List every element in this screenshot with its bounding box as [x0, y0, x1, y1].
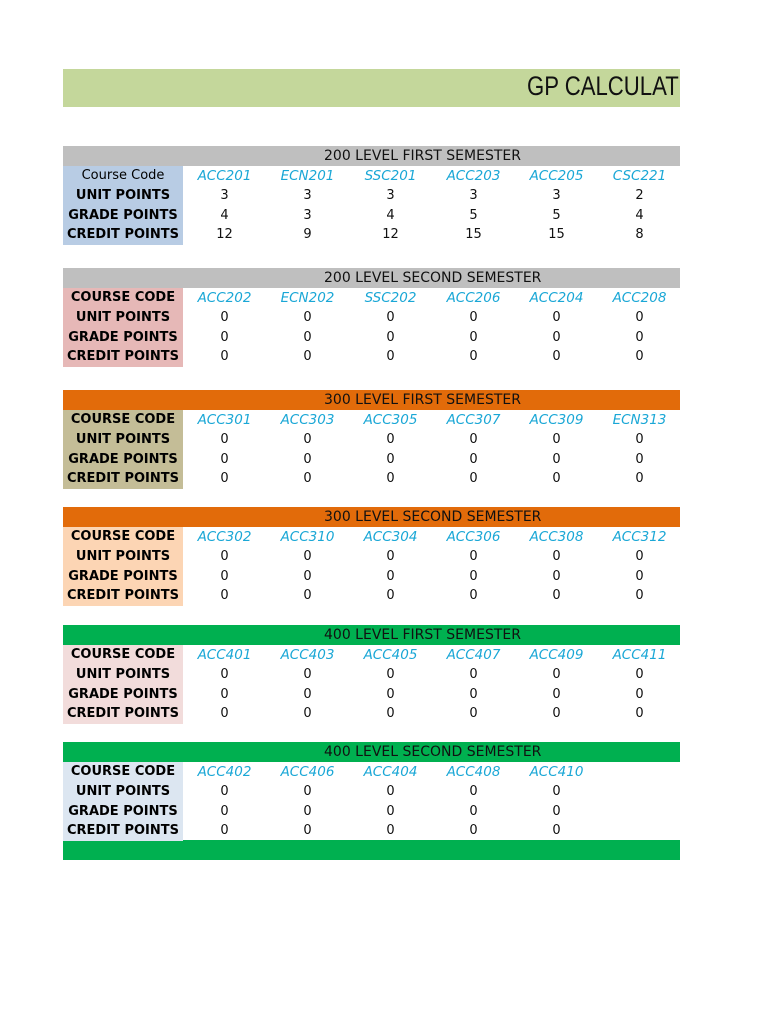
value-cell: 0 [386, 686, 395, 702]
value-cell: 0 [386, 329, 395, 345]
value-cell: 0 [552, 310, 561, 325]
value-cell: 0 [635, 432, 644, 447]
unit-points-row [63, 547, 680, 567]
value-cell: 0 [469, 803, 478, 819]
value-cell: 0 [303, 588, 312, 603]
course-code-cell [598, 762, 681, 782]
value-cell: 0 [386, 432, 395, 447]
value-cell: 12 [216, 227, 233, 242]
course-code-cell: SSC202 [364, 290, 417, 306]
unit-points-row [63, 186, 680, 206]
value-cell: 0 [303, 667, 312, 682]
value-cell: 0 [552, 549, 561, 564]
value-cell: 0 [303, 329, 312, 345]
value-cell: 0 [303, 784, 312, 799]
value-cell: 3 [220, 188, 229, 203]
course-code-cell: ECN201 [280, 168, 335, 184]
row-cells [183, 547, 681, 567]
value-cell: 0 [303, 823, 312, 838]
value-cell: 0 [220, 823, 229, 838]
value-cell: 0 [386, 803, 395, 819]
value-cell: 0 [386, 588, 395, 603]
value-cell: 0 [386, 784, 395, 799]
grade-points-row [63, 328, 680, 348]
value-cell: 0 [469, 432, 478, 447]
course-code-row [63, 762, 680, 782]
value-cell: 3 [552, 188, 561, 203]
value-cell: 0 [303, 349, 312, 364]
row-cells [183, 802, 681, 822]
grade-points-row [63, 206, 680, 226]
course-code-cell: ACC206 [446, 290, 501, 306]
unit-points-row [63, 430, 680, 450]
row-label: COURSE CODE [63, 527, 183, 547]
row-label: GRADE POINTS [63, 802, 183, 822]
row-label: CREDIT POINTS [63, 347, 183, 367]
semester-header: 200 LEVEL FIRST SEMESTER [63, 146, 680, 166]
value-cell: 5 [469, 207, 478, 223]
row-label: Course Code [63, 166, 183, 186]
course-code-cell: ACC205 [529, 168, 584, 184]
row-cells [183, 469, 681, 489]
course-code-cell: ACC304 [363, 529, 418, 545]
value-cell: 0 [635, 686, 644, 702]
course-code-cell: ACC303 [280, 412, 335, 428]
course-code-cell: ECN313 [612, 412, 667, 428]
course-code-cell: ACC407 [446, 647, 501, 663]
value-cell: 0 [469, 686, 478, 702]
value-cell: 0 [552, 667, 561, 682]
row-cells [183, 821, 681, 841]
row-cells [183, 645, 681, 665]
credit-points-row [63, 469, 680, 489]
value-cell [598, 821, 681, 841]
course-code-cell: ECN202 [280, 290, 335, 306]
credit-points-row [63, 704, 680, 724]
row-label: GRADE POINTS [63, 450, 183, 470]
course-code-cell: SSC201 [364, 168, 417, 184]
course-code-row [63, 527, 680, 547]
value-cell: 0 [469, 706, 478, 721]
value-cell: 0 [552, 803, 561, 819]
sheet-title: GP CALCULAT [527, 71, 679, 101]
value-cell: 0 [386, 568, 395, 584]
value-cell [598, 802, 681, 822]
unit-points-row [63, 308, 680, 328]
value-cell: 0 [469, 471, 478, 486]
value-cell: 15 [465, 227, 482, 242]
value-cell: 0 [552, 686, 561, 702]
value-cell: 0 [552, 568, 561, 584]
semester-header: 300 LEVEL FIRST SEMESTER [63, 390, 680, 410]
value-cell: 0 [552, 823, 561, 838]
value-cell: 0 [469, 823, 478, 838]
course-code-row [63, 645, 680, 665]
value-cell: 0 [469, 329, 478, 345]
value-cell: 0 [220, 432, 229, 447]
value-cell: 0 [469, 588, 478, 603]
row-cells [183, 288, 681, 308]
value-cell: 0 [386, 823, 395, 838]
course-code-cell: ACC301 [197, 412, 252, 428]
semester-section [63, 146, 680, 245]
row-cells [183, 410, 681, 430]
semester-section [63, 742, 680, 841]
row-cells [183, 186, 681, 206]
value-cell: 0 [386, 667, 395, 682]
grade-points-row [63, 450, 680, 470]
semester-header: 300 LEVEL SECOND SEMESTER [63, 507, 680, 527]
semester-section [63, 268, 680, 367]
value-cell: 0 [469, 310, 478, 325]
value-cell: 0 [386, 706, 395, 721]
value-cell: 3 [303, 188, 312, 203]
value-cell: 0 [469, 784, 478, 799]
value-cell: 15 [548, 227, 565, 242]
row-label: UNIT POINTS [63, 308, 183, 328]
course-code-cell: ACC401 [197, 647, 252, 663]
grade-points-row [63, 685, 680, 705]
value-cell: 0 [552, 784, 561, 799]
value-cell: 0 [303, 451, 312, 467]
value-cell: 0 [303, 686, 312, 702]
value-cell: 5 [552, 207, 561, 223]
value-cell: 0 [220, 667, 229, 682]
value-cell: 0 [469, 549, 478, 564]
course-code-cell: ACC309 [529, 412, 584, 428]
value-cell: 0 [469, 667, 478, 682]
grade-points-row [63, 567, 680, 587]
credit-points-row [63, 586, 680, 606]
course-code-cell: ACC408 [446, 764, 501, 780]
value-cell: 0 [635, 329, 644, 345]
row-cells [183, 328, 681, 348]
value-cell: 0 [552, 349, 561, 364]
row-cells [183, 308, 681, 328]
semester-header: 400 LEVEL FIRST SEMESTER [63, 625, 680, 645]
course-code-cell: ACC308 [529, 529, 584, 545]
row-label: GRADE POINTS [63, 685, 183, 705]
value-cell: 0 [303, 310, 312, 325]
value-cell: 0 [469, 451, 478, 467]
gp-calculator-sheet [63, 69, 680, 860]
value-cell: 0 [303, 471, 312, 486]
row-cells [183, 347, 681, 367]
semester-header: 400 LEVEL SECOND SEMESTER [63, 742, 680, 762]
course-code-cell: ACC307 [446, 412, 501, 428]
value-cell: 0 [552, 432, 561, 447]
value-cell: 0 [635, 451, 644, 467]
course-code-cell: ACC411 [612, 647, 667, 663]
value-cell: 0 [220, 784, 229, 799]
course-code-cell: ACC202 [197, 290, 252, 306]
row-label: CREDIT POINTS [63, 586, 183, 606]
value-cell: 0 [635, 549, 644, 564]
semester-section [63, 625, 680, 724]
row-label: UNIT POINTS [63, 186, 183, 206]
row-cells [183, 450, 681, 470]
course-code-cell: ACC405 [363, 647, 418, 663]
value-cell: 0 [552, 451, 561, 467]
value-cell: 0 [220, 686, 229, 702]
credit-points-row [63, 821, 680, 841]
row-label: CREDIT POINTS [63, 704, 183, 724]
row-label: GRADE POINTS [63, 567, 183, 587]
course-code-cell: ACC204 [529, 290, 584, 306]
value-cell: 9 [303, 227, 312, 242]
row-cells [183, 586, 681, 606]
value-cell: 4 [386, 207, 395, 223]
row-label: CREDIT POINTS [63, 821, 183, 841]
value-cell: 4 [220, 207, 229, 223]
value-cell: 0 [552, 471, 561, 486]
course-code-cell: ACC409 [529, 647, 584, 663]
course-code-cell: ACC201 [197, 168, 252, 184]
course-code-cell: ACC203 [446, 168, 501, 184]
row-cells [183, 685, 681, 705]
course-code-cell: ACC306 [446, 529, 501, 545]
semester-section [63, 507, 680, 606]
semester-sections [63, 107, 680, 840]
value-cell: 0 [386, 471, 395, 486]
value-cell: 0 [220, 451, 229, 467]
row-cells [183, 166, 681, 186]
value-cell: 0 [469, 568, 478, 584]
value-cell: 0 [469, 349, 478, 364]
semester-header: 200 LEVEL SECOND SEMESTER [63, 268, 680, 288]
course-code-cell: ACC410 [529, 764, 584, 780]
course-code-cell: CSC221 [612, 168, 667, 184]
course-code-row [63, 410, 680, 430]
value-cell: 2 [635, 188, 644, 203]
row-label: COURSE CODE [63, 410, 183, 430]
course-code-cell: ACC310 [280, 529, 335, 545]
row-cells [183, 665, 681, 685]
value-cell: 0 [303, 706, 312, 721]
row-label: UNIT POINTS [63, 547, 183, 567]
value-cell: 3 [469, 188, 478, 203]
value-cell: 0 [386, 549, 395, 564]
row-label: UNIT POINTS [63, 665, 183, 685]
course-code-cell: ACC312 [612, 529, 667, 545]
value-cell: 0 [303, 549, 312, 564]
credit-points-row [63, 225, 680, 245]
value-cell: 0 [386, 310, 395, 325]
row-cells [183, 206, 681, 226]
value-cell: 0 [635, 349, 644, 364]
value-cell: 0 [220, 471, 229, 486]
value-cell: 4 [635, 207, 644, 223]
value-cell: 0 [386, 451, 395, 467]
row-cells [183, 430, 681, 450]
credit-points-row [63, 347, 680, 367]
value-cell: 0 [635, 706, 644, 721]
row-label: CREDIT POINTS [63, 469, 183, 489]
row-label: COURSE CODE [63, 288, 183, 308]
row-label: GRADE POINTS [63, 328, 183, 348]
course-code-row [63, 288, 680, 308]
row-cells [183, 225, 681, 245]
value-cell: 0 [220, 349, 229, 364]
value-cell [598, 782, 681, 802]
row-label: COURSE CODE [63, 645, 183, 665]
value-cell: 0 [220, 706, 229, 721]
row-cells [183, 782, 681, 802]
course-code-cell: ACC208 [612, 290, 667, 306]
course-code-cell: ACC404 [363, 764, 418, 780]
value-cell: 0 [552, 706, 561, 721]
course-code-cell: ACC305 [363, 412, 418, 428]
unit-points-row [63, 665, 680, 685]
value-cell: 0 [635, 310, 644, 325]
row-cells [183, 704, 681, 724]
course-code-row [63, 166, 680, 186]
course-code-cell: ACC403 [280, 647, 335, 663]
value-cell: 3 [303, 207, 312, 223]
row-label: UNIT POINTS [63, 430, 183, 450]
row-label: UNIT POINTS [63, 782, 183, 802]
row-label: CREDIT POINTS [63, 225, 183, 245]
footer-bar [63, 840, 680, 860]
value-cell: 0 [303, 803, 312, 819]
value-cell: 0 [635, 667, 644, 682]
value-cell: 0 [635, 588, 644, 603]
value-cell: 0 [220, 803, 229, 819]
row-cells [183, 527, 681, 547]
title-bar [63, 69, 680, 107]
value-cell: 0 [220, 329, 229, 345]
grade-points-row [63, 802, 680, 822]
value-cell: 0 [220, 568, 229, 584]
row-cells [183, 567, 681, 587]
value-cell: 0 [552, 329, 561, 345]
value-cell: 0 [220, 549, 229, 564]
course-code-cell: ACC302 [197, 529, 252, 545]
row-label: COURSE CODE [63, 762, 183, 782]
row-cells [183, 762, 681, 782]
value-cell: 0 [220, 310, 229, 325]
value-cell: 0 [303, 432, 312, 447]
course-code-cell: ACC402 [197, 764, 252, 780]
value-cell: 0 [635, 471, 644, 486]
semester-section [63, 390, 680, 489]
value-cell: 3 [386, 188, 395, 203]
value-cell: 0 [552, 588, 561, 603]
value-cell: 0 [220, 588, 229, 603]
value-cell: 12 [382, 227, 399, 242]
value-cell: 0 [635, 568, 644, 584]
course-code-cell: ACC406 [280, 764, 335, 780]
value-cell: 0 [303, 568, 312, 584]
unit-points-row [63, 782, 680, 802]
value-cell: 0 [386, 349, 395, 364]
row-label: GRADE POINTS [63, 206, 183, 226]
value-cell: 8 [635, 227, 644, 242]
